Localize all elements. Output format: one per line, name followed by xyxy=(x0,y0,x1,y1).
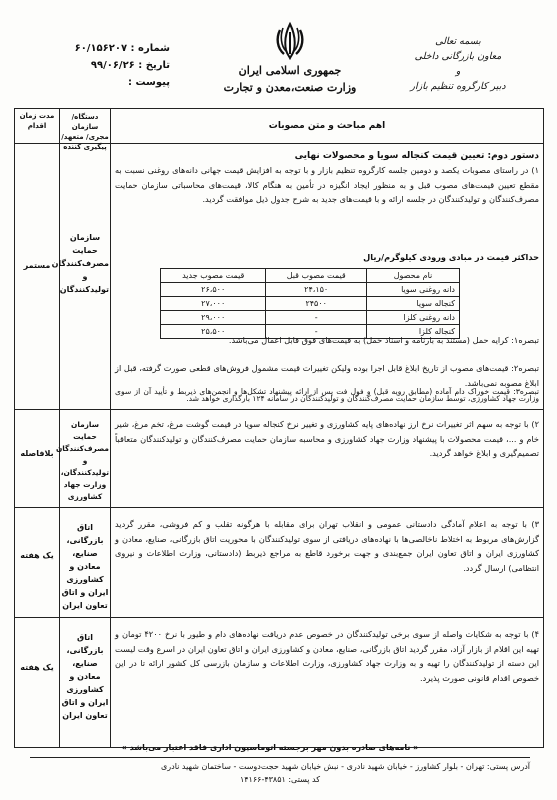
resolutions-table xyxy=(14,108,544,748)
col-org-header: دستگاه/سازمان مجری/ متعهد/ پیگیری کننده xyxy=(61,113,109,151)
price-header-product: نام محصول xyxy=(366,269,459,283)
ministry-name: وزارت صنعت،معدن و تجارت xyxy=(223,81,357,94)
section2-text: ۲) با توجه به سهم اثر تغییرات نرخ ارز نهاده‌های پایه کشاورزی و تغییر نرخ کنجاله سویا در قیمت گوشت مرغ، تخم مرغ، شیر خام و ...، قیمت محصولات با پیشنهاد وزارت جهاد کشاورزی و محاسبه سازمان حمایت مصرف‌کنندگان و تولیدکنندگان متعاقباً تصمیم‌گیری و ابلاغ خواهد گردید. xyxy=(115,419,539,458)
price-table xyxy=(160,268,460,339)
section1-price-note: حداکثر قیمت در مبادی ورودی کیلوگرم/ریال xyxy=(363,252,539,262)
price-new: ۲۹،۰۰۰ xyxy=(161,311,266,325)
country-name: جمهوری اسلامی ایران xyxy=(238,64,342,77)
handwritten-line-1: معاون بازرگانی داخلی xyxy=(414,51,502,62)
price-previous: - xyxy=(266,311,367,325)
price-previous: ۲۴،۱۵۰ xyxy=(266,283,367,297)
letter-date: تاریخ : ۹۹/۰۶/۲۶ xyxy=(90,60,170,71)
section1-title: دستور دوم: تعیین قیمت کنجاله سویا و محصولات نهایی xyxy=(294,151,539,161)
postal-address-block xyxy=(30,760,530,786)
section1-org: سازمان حمایت مصرف‌کنندگان و تولیدکنندگان xyxy=(51,233,109,294)
price-table-header-row xyxy=(161,269,460,283)
handwritten-line-3: دبیر کارگروه تنظیم بازار xyxy=(410,81,506,92)
letterhead xyxy=(220,20,360,94)
letter-number: شماره : ۶۰/۱۵۶۲۰۷ xyxy=(74,43,170,54)
table-row xyxy=(161,297,460,311)
section1-paragraph: ۱) در راستای مصوبات یکصد و دومین جلسه کارگروه تنظیم بازار و با توجه به افزایش قیمت جهانی دانه‌های روغنی نسبت به مقطع تعیین قیمت‌های مصوب قبل و به منظور ایجاد انگیزه در تأمین به هنگام کالا، قیمت‌های محاسباتی سازمان حمایت مصرف‌کنندگان و تولیدکنندگان در جلسه ارائه و با قیمت‌های جدید به شرح جدول ذیل موافقت گردید. xyxy=(115,165,539,204)
price-header-new: قیمت مصوب جدید xyxy=(161,269,266,283)
letter-attachment: پیوست : xyxy=(127,77,170,88)
col-divider-2 xyxy=(59,109,60,747)
table-row xyxy=(161,311,460,325)
section3-org: اتاق بازرگانی، صنایع، معادن و کشاورزی ایران و اتاق تعاون ایران xyxy=(61,523,109,610)
price-product: کنجاله کلزا xyxy=(366,325,459,339)
postal-address: آدرس پستی: تهران - بلوار کشاورز - خیابان شهید نادری - نبش خیابان شهید حجت‌دوست - ساختمان شهید نادری xyxy=(161,762,530,771)
row-divider-1 xyxy=(15,409,543,410)
col-divider-1 xyxy=(110,109,111,747)
col-main-header: اهم مباحث و متن مصوبات xyxy=(268,121,386,131)
section2-time: بلافاصله xyxy=(20,449,54,458)
price-product: دانه روغنی سویا xyxy=(366,283,459,297)
footer-divider xyxy=(30,757,530,758)
validity-note: « نامه‌های صادره بدون مهر برجسته اتوماسیون اداری فاقد اعتبار می‌باشد » xyxy=(121,743,419,752)
handwritten-line-2: و xyxy=(455,66,461,77)
section4-org: اتاق بازرگانی، صنایع، معادن و کشاورزی ایران و اتاق تعاون ایران xyxy=(61,633,109,720)
section4-text: ۴) با توجه به شکایات واصله از سوی برخی تولیدکنندگان در خصوص عدم دریافت نهاده‌های دام و طیور با نرخ ۴۲۰۰ تومان و تهیه این اقلام از بازار آزاد، مقرر گردید اتاق بازرگانی، صنایع، معادن و کشاورزی ایران و اتاق تعاون ایران در اسرع وقت لیست این دسته از تولیدکنندگان را تهیه و به وزارت جهاد کشاورزی، وزارت اطلاعات و سازمان بازرسی کل کشور ارائه تا در این خصوص اقدام قانونی صورت پذیرد. xyxy=(115,629,539,683)
handwritten-heading xyxy=(383,34,533,94)
price-header-previous: قیمت مصوب قبل xyxy=(266,269,367,283)
col-time-header: مدت زمان اقدام xyxy=(19,112,55,130)
postal-code: کد پستی: ۴۳۸۵۱-۱۴۱۶۶ xyxy=(239,775,321,784)
section2-org: سازمان حمایت مصرف‌کنندگان و تولیدکنندگان، وزارت جهاد کشاورزی xyxy=(55,420,109,501)
section3-time: یک هفته xyxy=(20,551,54,560)
row-divider-3 xyxy=(15,617,543,618)
price-new: ۲۵،۵۰۰ xyxy=(161,325,266,339)
letter-meta xyxy=(60,40,170,91)
section1-note-2: تبصره۲: قیمت‌های مصوب از تاریخ ابلاغ قابل اجرا بوده ولیکن تغییرات قیمت مشمول فروش‌های قطعی صورت گرفته، قبل از ابلاغ مصوبه نمی‌باشد. xyxy=(115,363,539,388)
section3-text: ۳) با توجه به اعلام آمادگی دادستانی عمومی و انقلاب تهران برای مقابله با هرگونه تقلب و کم فروشی، مقرر گردید گزارش‌های مربوط به اختلاط ناخالصی‌ها با نهاده‌های دریافتی از سوی تولیدکنندگان با محوریت اتاق بازرگانی، صنایع، معادن و کشاورزی ایران و اتاق تعاون ایران جمع‌بندی و جهت برخورد قاطع به مراجع ذیربط (دادستانی، وزارت اطلاعات و نیروی انتظامی) ارسال گردد. xyxy=(115,519,539,573)
price-product: کنجاله سویا xyxy=(366,297,459,311)
price-new: ۲۶،۵۰۰ xyxy=(161,283,266,297)
bismillah: بسمه تعالی xyxy=(435,36,481,47)
price-new: ۲۷،۰۰۰ xyxy=(161,297,266,311)
section1-time: مستمر xyxy=(23,261,51,270)
table-row xyxy=(161,325,460,339)
section1-note-3: تبصره۳: قیمت خوراک دام آماده (مطابق رویه قبل) و فول فت پس از ارائه پیشنهاد تشکل‌ها و انجمن‌های ذیربط و تأیید آن از سوی وزارت جهاد کشاورزی، توسط سازمان حمایت مصرف‌کنندگان و تولیدکنندگان در سامانه ۱۲۴ بارگذاری خواهد شد. xyxy=(115,387,539,403)
iran-emblem-icon xyxy=(272,20,308,60)
row-divider-2 xyxy=(15,507,543,508)
price-previous: - xyxy=(266,325,367,339)
section4-time: یک هفته xyxy=(20,663,54,672)
section1-note-1: تبصره۱: کرایه حمل (مستند به بارنامه و اسناد حمل) به قیمت‌های فوق قابل اعمال می‌باشد. xyxy=(228,335,539,345)
price-product: دانه روغنی کلزا xyxy=(366,311,459,325)
table-row xyxy=(161,283,460,297)
price-previous: ۲۴۵۰۰ xyxy=(266,297,367,311)
